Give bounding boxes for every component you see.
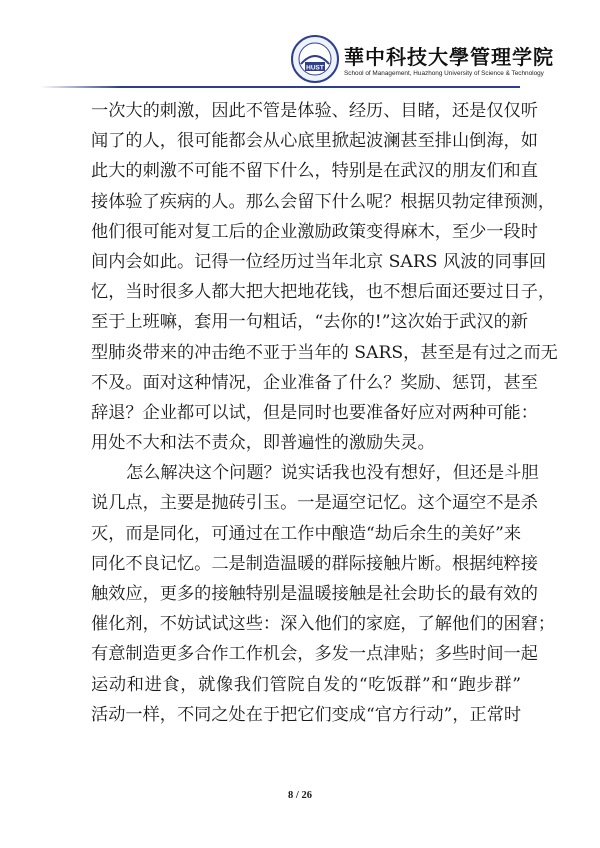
text-line: 忆，当时很多人都大把大把地花钱，也不想后面还要过日子， [91, 282, 556, 303]
logo-text: HUST [306, 64, 324, 72]
university-seal-icon [290, 34, 340, 84]
paragraph-1 [91, 96, 558, 458]
text-line: 至于上班嘛，套用一句粗话，“去你的!”这次始于武汉的新 [91, 312, 528, 333]
text-line: 闻了的人，很可能都会从心底里掀起波澜甚至排山倒海，如 [91, 131, 538, 152]
text-line: 辞退？企业都可以试，但是同时也要准备好应对两种可能： [91, 402, 538, 423]
university-logo [290, 34, 340, 84]
text-line: 催化剂，不妨试试这些：深入他们的家庭，了解他们的困窘； [91, 614, 556, 635]
text-line: 运动和进食，就像我们管院自发的“吃饭群”和“跑步群” [91, 674, 521, 695]
school-name: 華中科技大學管理学院 [344, 45, 554, 69]
document-body [91, 96, 558, 730]
text-line: 活动一样，不同之处在于把它们变成“官方行动”，正常时 [91, 704, 522, 725]
text-line: 不及。面对这种情况，企业准备了什么？奖励、惩罚，甚至 [91, 372, 538, 393]
text-line: 间内会如此。记得一位经历过当年北京 SARS 风波的同事回 [91, 251, 547, 272]
text-line: 同化不良记忆。二是制造温暖的群际接触片断。根据纯粹接 [91, 553, 538, 574]
text-line: 触效应，更多的接触特别是温暖接触是社会助长的最有效的 [91, 584, 538, 604]
paragraph-2 [91, 458, 556, 730]
text-line: 此大的刺激不可能不留下什么，特别是在武汉的朋友们和直 [91, 161, 538, 182]
page-number: 8 / 26 [288, 790, 312, 801]
page-header [0, 0, 600, 92]
text-line: 有意制造更多合作工作机会，多发一点津贴；多些时间一起 [91, 644, 538, 665]
school-name-en: School of Management, Huazhong University of Science & Technology [344, 70, 544, 77]
text-line: 一次大的刺激，因此不管是体验、经历、目睹，还是仅仅听 [91, 101, 538, 121]
header-rule-fade [40, 86, 120, 88]
text-line: 怎么解决这个问题？说实话我也没有想好，但还是斗胆 [126, 463, 539, 484]
text-line: 他们很可能对复工后的企业激励政策变得麻木，至少一段时 [91, 221, 538, 242]
text-line: 接体验了疾病的人。那么会留下什么呢？根据贝勃定律预测， [91, 191, 556, 212]
header-rule [118, 86, 520, 88]
text-line: 灭，而是同化，可通过在工作中酿造“劫后余生的美好”来 [91, 523, 522, 544]
text-line: 用处不大和法不责众，即普遍性的激励失灵。 [91, 433, 435, 454]
text-line: 型肺炎带来的冲击绝不亚于当年的 SARS，甚至是有过之而无 [91, 342, 558, 363]
text-line: 说几点，主要是抛砖引玉。一是逼空记忆。这个逼空不是杀 [91, 493, 538, 514]
